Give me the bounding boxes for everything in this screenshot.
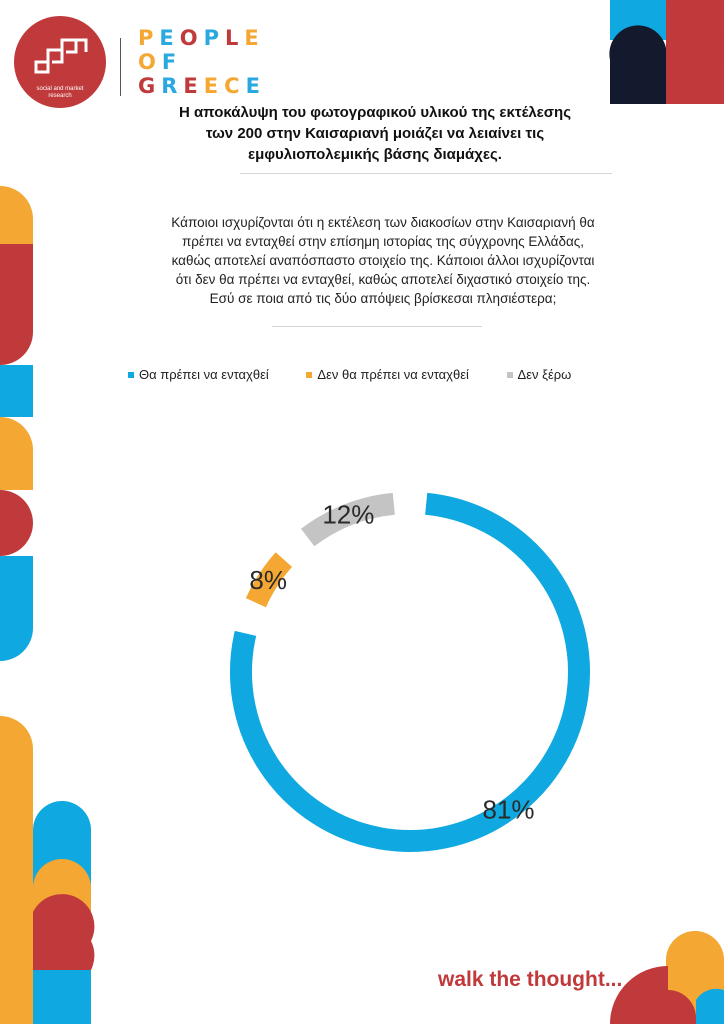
company-logo: [14, 16, 106, 108]
headline-line-2: των 200 στην Καισαριανή μοιάζει να λειαίνει τις: [205, 125, 545, 142]
left-strip-red-1: [0, 244, 33, 365]
brand-letter: G: [138, 74, 162, 98]
brand-letter: E: [159, 26, 180, 50]
top-right-navy-shape: [609, 25, 666, 104]
logo-divider: [120, 38, 121, 96]
footer-tagline: walk the thought...: [438, 968, 623, 991]
question-line-2: πρέπει να ενταχθεί στην επίσημη ιστορίας της σύγχρονης Ελλάδας,: [181, 234, 585, 249]
legend-item-include: [128, 366, 269, 384]
legend-swatch-dont-know: [507, 372, 513, 378]
donut-slice-include: [241, 504, 579, 841]
survey-question: [118, 213, 648, 308]
brand-letter: P: [138, 26, 160, 50]
donut-label-include: 81%: [482, 794, 535, 825]
headline: [150, 102, 600, 165]
question-line-3: καθώς αποτελεί αναπόσπαστο στοιχείο της. Κάποιοι άλλοι ισχυρίζονται: [171, 253, 595, 268]
legend-label-include: Θα πρέπει να ενταχθεί: [139, 367, 269, 382]
brand-letter: O: [179, 26, 204, 50]
brand-letter: E: [183, 74, 204, 98]
question-line-1: Κάποιοι ισχυρίζονται ότι η εκτέλεση των διακοσίων στην Καισαριανή θα: [171, 215, 595, 230]
donut-chart: [0, 440, 724, 880]
legend-item-exclude: [306, 366, 469, 384]
donut-label-exclude: 8%: [249, 565, 288, 596]
legend-item-dont-know: [507, 366, 572, 384]
left-lower-blue-base: [33, 970, 91, 1024]
brand-letter: P: [203, 26, 226, 50]
legend-label-exclude: Δεν θα πρέπει να ενταχθεί: [317, 367, 469, 382]
left-strip-orange-top: [0, 186, 33, 244]
logo-tagline-line-1: social and market: [36, 86, 84, 92]
legend-label-dont-know: Δεν ξέρω: [517, 367, 572, 382]
brand-name-line-3: [138, 74, 266, 98]
brand-letter: L: [225, 26, 245, 50]
headline-divider: [240, 173, 612, 174]
brand-name-line-2: [138, 50, 266, 74]
brand-letter: F: [161, 50, 183, 74]
question-line-5: Εσύ σε ποια από τις δύο απόψεις βρίσκεσαι πλησιέστερα;: [209, 291, 557, 306]
brand-letter: E: [244, 26, 265, 50]
question-divider: [272, 326, 482, 327]
question-line-4: ότι δεν θα πρέπει να ενταχθεί, καθώς αποτελεί διχαστικό στοιχείο της.: [175, 272, 591, 287]
brand-letter: C: [224, 74, 246, 98]
brand-letter: O: [138, 50, 162, 74]
brand-letter: R: [161, 74, 184, 98]
legend-swatch-include: [128, 372, 134, 378]
left-strip-blue-1: [0, 365, 33, 417]
brand-name-line-1: [138, 26, 266, 50]
legend-swatch-exclude: [306, 372, 312, 378]
donut-label-dont-know: 12%: [322, 499, 375, 530]
logo-tagline: [14, 86, 106, 100]
brand-letter: E: [203, 74, 225, 98]
logo-tagline-line-2: research: [48, 93, 72, 99]
headline-line-1: Η αποκάλυψη του φωτογραφικού υλικού της εκτέλεσης: [178, 104, 572, 121]
headline-line-3: εμφυλιοπολεμικής βάσης διαμάχες.: [248, 146, 502, 163]
chart-legend: [128, 366, 605, 384]
brand-name: [138, 26, 266, 98]
brand-letter: E: [245, 74, 266, 98]
